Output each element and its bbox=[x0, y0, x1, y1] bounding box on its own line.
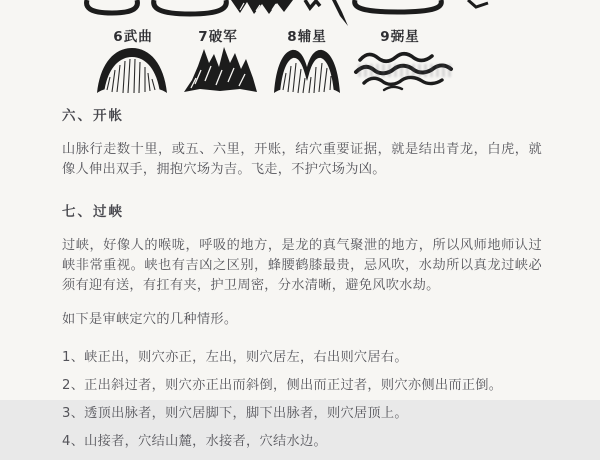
section-seven-paragraph: 过峡，好像人的喉咙，呼吸的地方，是龙的真气聚泄的地方，所以风师地师认过峡非常重视。峡也有吉凶之区别，蜂腰鹤膝最贵，忌风吹，水劫所以真龙过峡必须有迎有送，有扛有夹，护卫周密，分水清晰，避免风吹水劫。 bbox=[62, 238, 542, 293]
section-six-paragraph: 山脉行走数十里，或五、六里，开账，结穴重要证据，就是结出青龙，白虎，就像人伸出双手，拥抱穴场为吉。飞走，不护穴场为凶。 bbox=[62, 142, 542, 177]
section-seven-intro: 如下是审峡定穴的几种情形。 bbox=[62, 312, 238, 327]
dome-mountain-illustration bbox=[95, 44, 169, 94]
section-heading-seven: 七、过峡 bbox=[62, 204, 124, 220]
gorge-cases-list bbox=[62, 348, 542, 452]
figure-label-pojun: 7破军 bbox=[198, 29, 238, 45]
list-item-4: 4、山接者，穴结山麓，水接者，穴结水边。 bbox=[62, 434, 327, 449]
section-heading-six: 六、开帐 bbox=[62, 108, 124, 124]
star-shape-figures bbox=[0, 0, 600, 96]
list-item-3: 3、透顶出脉者，则穴居脚下，脚下出脉者，则穴居顶上。 bbox=[62, 406, 408, 421]
list-item-1: 1、峡正出，则穴亦正，左出，则穴居左，右出则穴居右。 bbox=[62, 350, 408, 365]
figure-label-wuqu: 6武曲 bbox=[113, 29, 153, 45]
list-item-2: 2、正出斜过者，则穴亦正出而斜倒，侧出而正过者，则穴亦侧出而正倒。 bbox=[62, 378, 503, 393]
watermark bbox=[358, 64, 452, 77]
figure-label-fuxing: 8辅星 bbox=[287, 29, 327, 45]
document-body bbox=[0, 96, 600, 460]
jagged-mountain-illustration bbox=[182, 40, 258, 94]
double-hump-mountain-illustration bbox=[272, 44, 342, 94]
figure-label-bixing: 9弼星 bbox=[380, 29, 420, 45]
